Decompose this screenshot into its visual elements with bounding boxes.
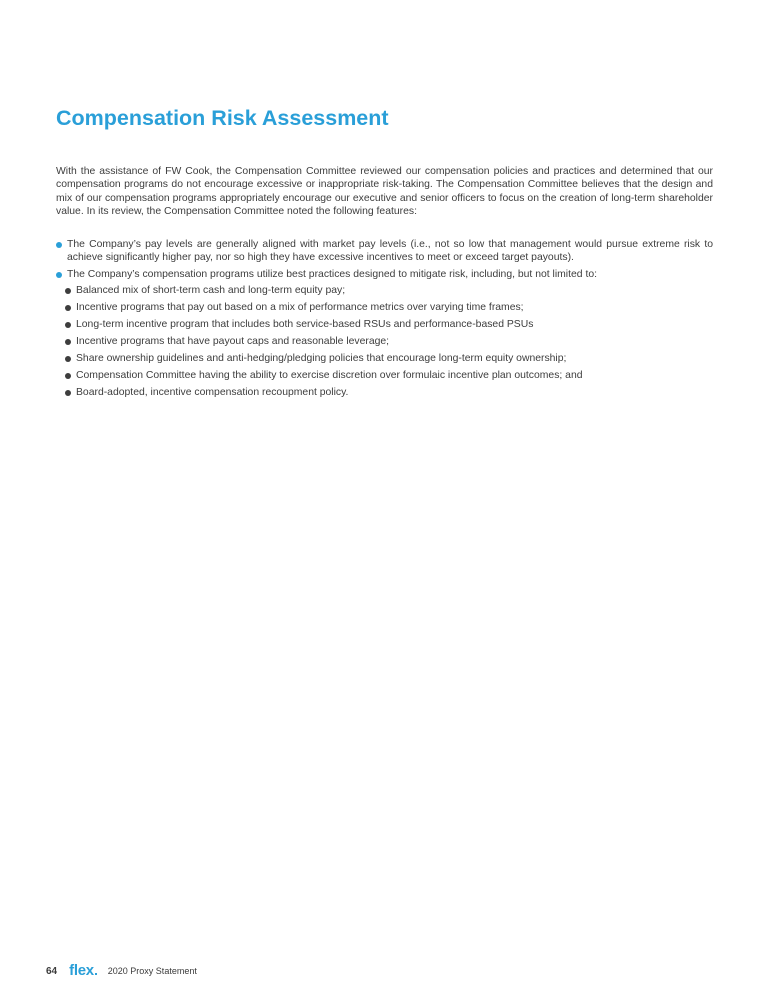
document-title: 2020 Proxy Statement	[107, 966, 197, 976]
practice-item	[65, 386, 713, 399]
practice-text: Incentive programs that have payout caps and reasonable leverage;	[76, 335, 390, 347]
bullet-icon	[65, 356, 71, 362]
logo-dot-icon	[95, 973, 97, 975]
bullet-icon	[65, 390, 71, 396]
practice-text: Balanced mix of short-term cash and long-term equity pay;	[76, 285, 346, 297]
page-title: Compensation Risk Assessment	[56, 106, 389, 130]
practice-item	[65, 369, 713, 382]
bullet-icon	[56, 242, 62, 248]
bullet-icon	[56, 272, 62, 278]
practice-item	[65, 284, 713, 297]
bullet-icon	[65, 373, 71, 379]
feature-text: The Company’s pay levels are generally aligned with market pay levels (i.e., not so low that management would pursue extreme risk to achieve significantly higher pay, nor so high they have excessive incentives to meet or exceed target payouts).	[67, 239, 713, 264]
practice-item	[65, 301, 713, 314]
feature-text: The Company’s compensation programs utilize best practices designed to mitigate risk, including, but not limited to:	[67, 268, 597, 280]
features-list	[56, 238, 713, 403]
practice-text: Compensation Committee having the ability to exercise discretion over formulaic incentive plan outcomes; and	[76, 369, 583, 381]
feature-item	[56, 268, 713, 399]
logo-text: flex	[69, 961, 94, 979]
practice-text: Board-adopted, incentive compensation recoupment policy.	[76, 386, 349, 398]
bullet-icon	[65, 322, 71, 328]
bullet-icon	[65, 305, 71, 311]
page-number: 64	[46, 965, 58, 977]
practices-list	[65, 284, 713, 399]
page-footer	[46, 962, 197, 980]
flex-logo	[69, 962, 97, 979]
bullet-icon	[65, 339, 71, 345]
practice-text: Share ownership guidelines and anti-hedging/pledging policies that encourage long-term equity ownership;	[76, 352, 567, 364]
intro-paragraph: With the assistance of FW Cook, the Compensation Committee reviewed our compensation policies and practices and determined that our compensation programs do not encourage excessive or inappropriate risk-taking. The Compensation Committee believes that the design and mix of our compensation programs appropriately encourage our executive and senior officers to focus on the creation of long-term shareholder value. In its review, the Compensation Committee noted the following features:	[56, 166, 713, 218]
practice-item	[65, 352, 713, 365]
feature-item	[56, 238, 713, 265]
practice-item	[65, 318, 713, 331]
bullet-icon	[65, 288, 71, 294]
practice-text: Long-term incentive program that includes both service-based RSUs and performance-based PSUs	[76, 319, 534, 331]
practice-text: Incentive programs that pay out based on a mix of performance metrics over varying time frames;	[76, 302, 524, 314]
practice-item	[65, 335, 713, 348]
